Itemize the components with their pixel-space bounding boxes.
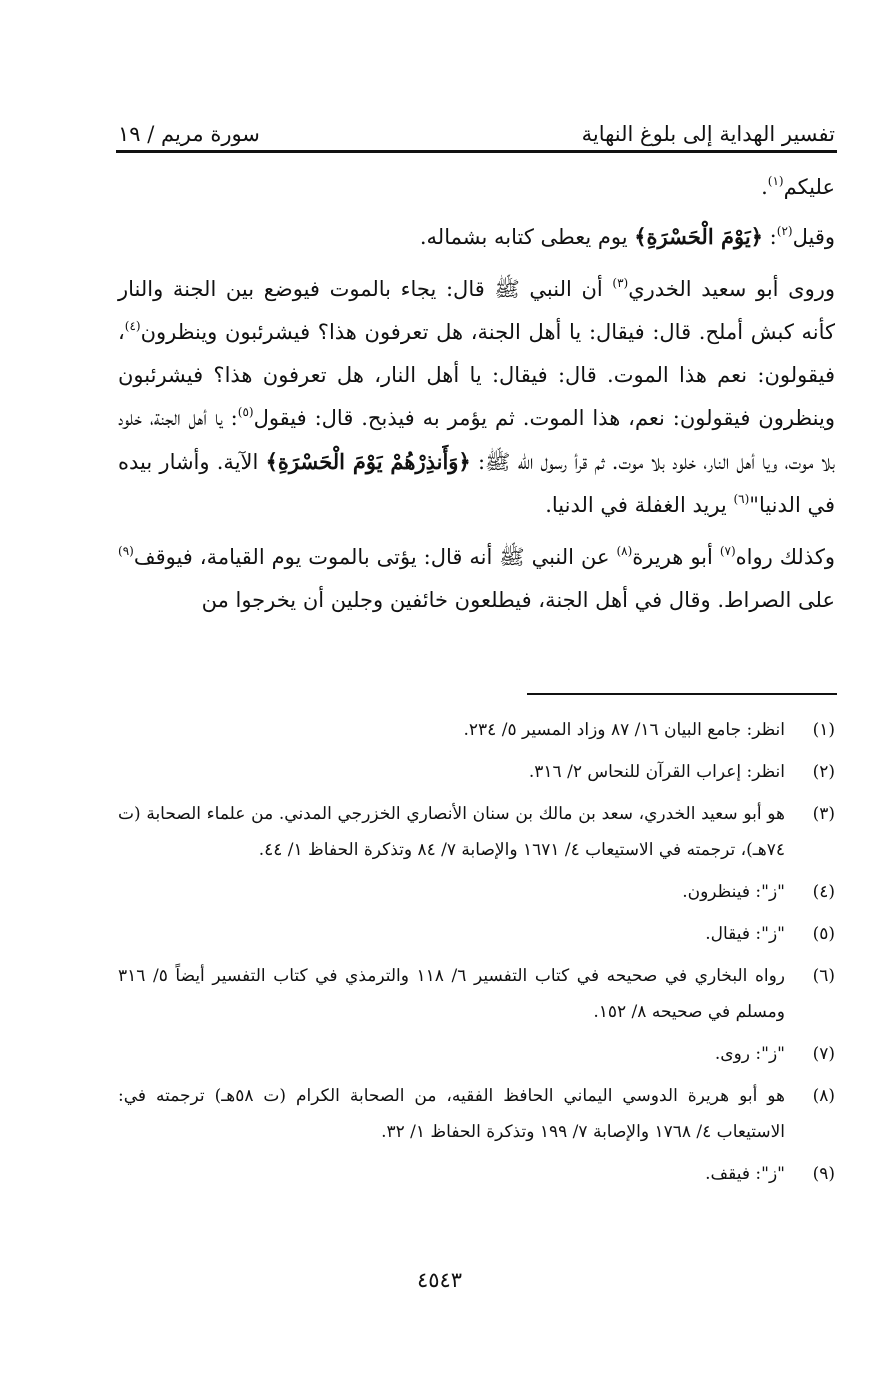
quran-verse: ﴿يَوْمَ الْحَسْرَةِ﴾ [634, 224, 763, 249]
footnote-text: هو أبو سعيد الخدري، سعد بن مالك بن سنان الأنصاري الخزرجي المدني. من علماء الصحابة (ت ٧٤هـ)، ترجمته في الاستيعاب ٤/ ١٦٧١ والإصابة ٧/ ٨٤ وتذكرة الحفاظ ١/ ٤٤. [118, 804, 785, 860]
footnote-item [118, 796, 835, 868]
header-divider [116, 150, 837, 153]
footnote-ref: (١) [767, 174, 784, 188]
page-number: ٤٥٤٣ [416, 1268, 463, 1292]
footnote-number: (٩) [812, 1164, 835, 1184]
footnote-number: (٤) [812, 882, 835, 902]
footnote-number: (٧) [812, 1044, 835, 1064]
book-title: تفسير الهداية إلى بلوغ النهاية [581, 122, 835, 146]
footnotes [118, 712, 835, 1198]
paragraph-4: وكذلك رواه$^{(٧)}$ أبو هريرة$^{(٨)}$ عن النبي ﷺ أنه قال: يؤتى بالموت يوم القيامة، فيوقف$^{(٩)}$ على الصراط. وقال في أهل الجنة، فيطلعون خائفين وجلين أن يخرجوا من [118, 544, 835, 612]
quran-verse: ﴿وَأَنذِرْهُمْ يَوْمَ الْحَسْرَةِ﴾ [265, 449, 471, 474]
footnote-item [118, 1156, 835, 1192]
footnote-number: (٦) [812, 966, 835, 986]
page-header [118, 110, 835, 146]
footnote-ref: (٥) [237, 405, 254, 419]
footnote-ref: (٦) [733, 492, 750, 506]
footnote-number: (٢) [812, 762, 835, 782]
footnote-divider [527, 693, 837, 695]
footnote-number: (١) [812, 720, 835, 740]
footnote-item [118, 1036, 835, 1072]
footnote-text: "ز": فينظرون. [682, 882, 785, 902]
footnote-item [118, 754, 835, 790]
footnote-text: "ز": فيقف. [705, 1164, 785, 1184]
footnote-ref: (٣) [612, 276, 629, 290]
footnote-number: (٣) [812, 804, 835, 824]
footnote-text: رواه البخاري في صحيحه في كتاب التفسير ٦/ ١١٨ والترمذي في كتاب التفسير أيضاً ٥/ ٣١٦ ومسلم في صحيحه ٨/ ١٥٢. [118, 966, 785, 1022]
footnote-ref: (٨) [616, 544, 633, 558]
footnote-text: "ز": فيقال. [705, 924, 785, 944]
footnote-ref: (٤) [124, 319, 141, 333]
surah-reference: سورة مريم / ١٩ [118, 122, 260, 146]
paragraph-1: عليكم$^{(١)}$. [761, 174, 835, 199]
footnote-item [118, 712, 835, 748]
footnote-number: (٥) [812, 924, 835, 944]
footnote-text: "ز": روى. [714, 1044, 785, 1064]
footnote-item [118, 916, 835, 952]
paragraph-3: وروى أبو سعيد الخدري$^{(٣)}$ أن النبي ﷺ قال: يجاء بالموت فيوضع بين الجنة والنار كأنه كبش أملح. قال: فيقال: يا أهل الجنة، هل تعرفون هذا؟ فيشرئبون وينظرون$^{(٤)}$، فيقولون: نعم هذا الموت. قال: فيقال: يا أهل النار، هل تعرفون هذا؟ فيشرئبون وينظرون فيقولون: نعم، هذا الموت. ثم يؤمر به فيذبح. قال: فيقول$^{(٥)}$: يا أهل الجنة، خلود بلا موت، ويا أهل النار، خلود بلا موت. ثم قرأ رسول الله ﷺ: ﴿وَأَنذِرْهُمْ يَوْمَ الْحَسْرَةِ﴾ الآية. وأشار بيده في الدنيا"$^{(٦)}$ يريد الغفلة في الدنيا. [118, 276, 836, 517]
footnote-ref: (٧) [719, 544, 736, 558]
footnote-item [118, 958, 835, 1030]
footnote-item [118, 874, 835, 910]
footnote-ref: (٩) [118, 544, 134, 558]
paragraph-2: وقيل$^{(٢)}$: ﴿يَوْمَ الْحَسْرَةِ﴾ يوم يعطى كتابه بشماله. [419, 224, 835, 249]
footnote-text: انظر: جامع البيان ١٦/ ٨٧ وزاد المسير ٥/ ٢٣٤. [463, 720, 785, 740]
main-text [118, 166, 835, 631]
footnote-ref: (٢) [776, 224, 793, 238]
footnote-item [118, 1078, 835, 1150]
footnote-text: انظر: إعراب القرآن للنحاس ٢/ ٣١٦. [528, 762, 785, 782]
footnote-number: (٨) [812, 1086, 835, 1106]
footnote-text: هو أبو هريرة الدوسي اليماني الحافظ الفقيه، من الصحابة الكرام (ت ٥٨هـ) ترجمته في: الاستيعاب ٤/ ١٧٦٨ والإصابة ٧/ ١٩٩ وتذكرة الحفاظ ١/ ٣٢. [118, 1086, 785, 1142]
